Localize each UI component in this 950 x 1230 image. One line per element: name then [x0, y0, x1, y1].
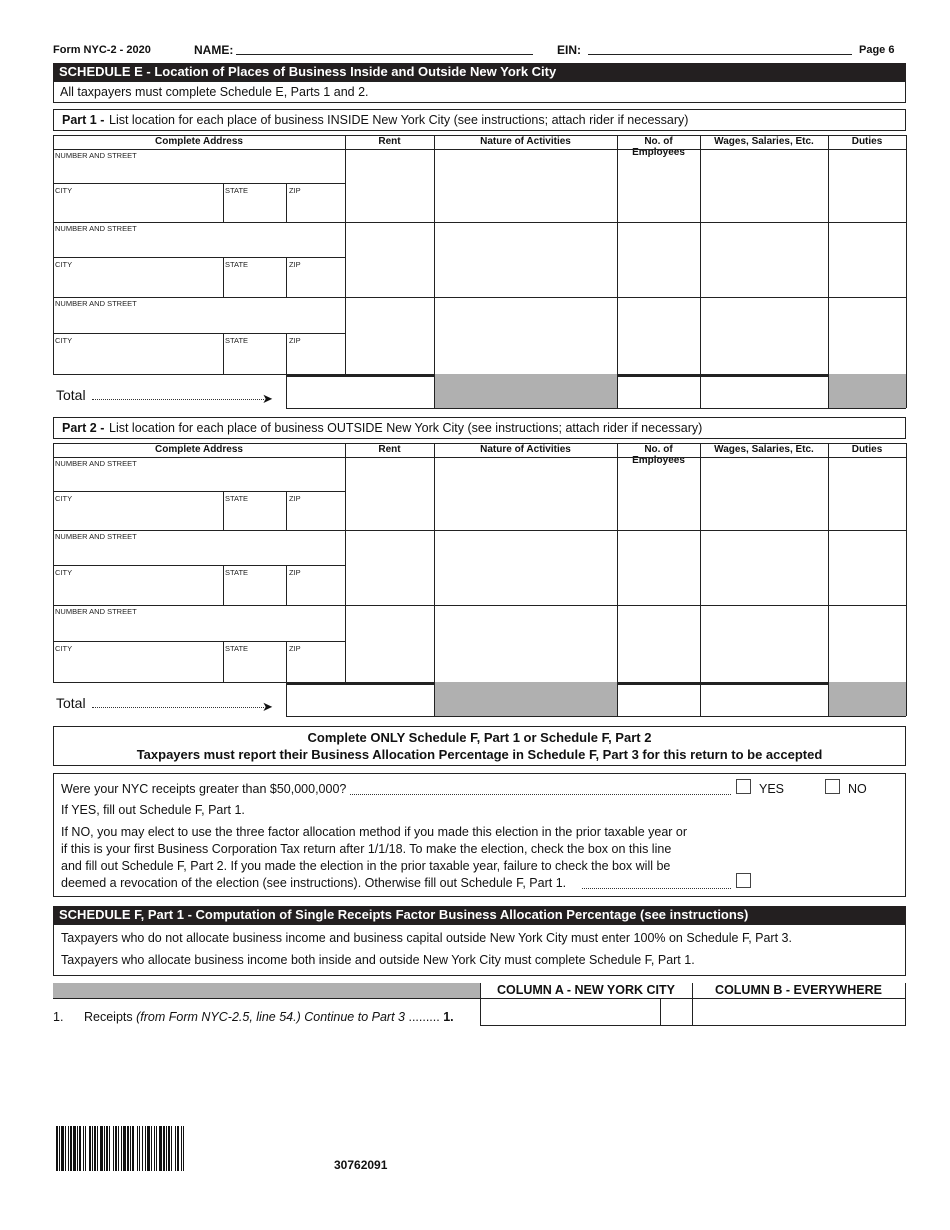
total-leader [92, 399, 264, 400]
zip-input[interactable] [287, 503, 344, 529]
schedule-e-note-box [53, 81, 906, 103]
wages-col-header: Wages, Salaries, Etc. [714, 136, 814, 147]
line1-ref: 1. [443, 1010, 454, 1024]
total-wages-input[interactable] [701, 684, 827, 715]
election-checkbox[interactable] [736, 873, 751, 888]
zip-input[interactable] [287, 345, 344, 373]
street-input[interactable] [54, 616, 344, 640]
street-city-rule [53, 333, 345, 334]
state-input[interactable] [224, 195, 285, 221]
street-label: NUMBER AND STREET [55, 224, 137, 233]
city-label: CITY [55, 336, 73, 345]
line1-label [84, 1010, 454, 1024]
wages-input[interactable] [701, 531, 827, 604]
part2-label: Part 2 - [62, 421, 105, 435]
zip-label: ZIP [289, 568, 301, 577]
address-col-header: Complete Address [155, 444, 243, 455]
question-box [53, 773, 906, 897]
state-input[interactable] [224, 269, 285, 296]
street-input[interactable] [54, 468, 344, 490]
total-gray-duties [828, 682, 906, 716]
state-input[interactable] [224, 577, 285, 604]
schedule-f-notes [53, 924, 906, 976]
if-yes-text: If YES, fill out Schedule F, Part 1. [61, 803, 245, 817]
duties-col-header: Duties [851, 136, 883, 147]
schedule-f-note-2: Taxpayers who allocate business income both inside and outside New York City must complete Schedule F, Part 1. [61, 953, 695, 967]
no-checkbox[interactable] [825, 779, 840, 794]
address-col-header: Complete Address [155, 136, 243, 147]
total-label: Total [56, 387, 86, 403]
line1-cents-rule-a [660, 999, 661, 1025]
total-rent-input[interactable] [287, 376, 433, 407]
street-label: NUMBER AND STREET [55, 532, 137, 541]
total-column-rule [434, 374, 435, 408]
line1-receipts: Receipts [84, 1010, 133, 1024]
city-input[interactable] [54, 653, 222, 681]
total-bottom-rule [286, 716, 906, 717]
no-label: NO [848, 782, 867, 796]
form-code: 30762091 [334, 1158, 388, 1172]
total-column-rule [434, 682, 435, 716]
zip-input[interactable] [287, 269, 344, 296]
total-bottom-rule [286, 408, 906, 409]
page-number: Page 6 [859, 44, 895, 56]
line1-number: 1. [53, 1010, 64, 1024]
state-label: STATE [225, 260, 249, 269]
rent-col-header: Rent [378, 136, 401, 147]
total-column-rule [828, 682, 829, 716]
total-wages-input[interactable] [701, 376, 827, 407]
duties-input[interactable] [829, 606, 905, 681]
duties-input[interactable] [829, 223, 905, 296]
street-city-rule [53, 491, 345, 492]
if-no-line-3: and fill out Schedule F, Part 2. If you made the election in the prior taxable year, failure to check the box will be [61, 859, 671, 873]
employees-input[interactable] [618, 458, 699, 529]
street-city-rule [53, 183, 345, 184]
street-label: NUMBER AND STREET [55, 151, 137, 160]
state-input[interactable] [224, 653, 285, 681]
total-employees-input[interactable] [618, 684, 699, 715]
street-label: NUMBER AND STREET [55, 299, 137, 308]
zip-label: ZIP [289, 336, 301, 345]
rent-input[interactable] [346, 458, 433, 529]
employees-col-header: No. of Employees [632, 444, 685, 466]
zip-label: ZIP [289, 260, 301, 269]
total-gray-duties [828, 374, 906, 408]
city-label: CITY [55, 568, 73, 577]
activities-col-header: Nature of Activities [480, 136, 571, 147]
activities-input[interactable] [435, 531, 616, 604]
barcode [56, 1126, 252, 1171]
line1-column-b-input[interactable] [693, 999, 905, 1024]
duties-input[interactable] [829, 458, 905, 529]
zip-input[interactable] [287, 195, 344, 221]
city-input[interactable] [54, 195, 222, 221]
street-label: NUMBER AND STREET [55, 459, 137, 468]
city-input[interactable] [54, 577, 222, 604]
wages-input[interactable] [701, 223, 827, 296]
wages-input[interactable] [701, 150, 827, 221]
employees-input[interactable] [618, 223, 699, 296]
state-input[interactable] [224, 503, 285, 529]
activities-input[interactable] [435, 298, 616, 373]
ein-label: EIN: [557, 43, 581, 57]
employees-input[interactable] [618, 606, 699, 681]
if-no-line-4: deemed a revocation of the election (see instructions). Otherwise fill out Schedule F, Part 1. [61, 876, 567, 890]
wages-input[interactable] [701, 606, 827, 681]
street-input[interactable] [54, 233, 344, 256]
schedule-f-note-1: Taxpayers who do not allocate business income and business capital outside New York City must enter 100% on Schedule F, Part 3. [61, 931, 792, 945]
state-label: STATE [225, 644, 249, 653]
activities-input[interactable] [435, 223, 616, 296]
employees-input[interactable] [618, 298, 699, 373]
notice-line2: Taxpayers must report their Business Allocation Percentage in Schedule F, Part 3 for this return to be accepted [136, 747, 823, 762]
line1-italic: (from Form NYC-2.5, line 54.) Continue to Part 3 [136, 1010, 405, 1024]
city-label: CITY [55, 186, 73, 195]
zip-label: ZIP [289, 494, 301, 503]
state-input[interactable] [224, 345, 285, 373]
receipts-question: Were your NYC receipts greater than $50,000,000? [61, 782, 347, 796]
part2-text: List location for each place of business OUTSIDE New York City (see instructions; attach rider if necessary) [109, 421, 703, 435]
total-leader [92, 707, 264, 708]
activities-input[interactable] [435, 458, 616, 529]
line1-column-a-input[interactable] [481, 999, 660, 1024]
rent-input[interactable] [346, 150, 433, 221]
activities-input[interactable] [435, 606, 616, 681]
part1-label: Part 1 - [62, 113, 105, 127]
zip-label: ZIP [289, 186, 301, 195]
total-employees-input[interactable] [618, 376, 699, 407]
column-rule [906, 135, 907, 374]
column-a-header: COLUMN A - NEW YORK CITY [496, 983, 675, 997]
rent-col-header: Rent [378, 444, 401, 455]
total-label: Total [56, 695, 86, 711]
duties-input[interactable] [829, 531, 905, 604]
part1-header [53, 109, 906, 131]
part2-header [53, 417, 906, 439]
activities-input[interactable] [435, 150, 616, 221]
state-label: STATE [225, 186, 249, 195]
election-leader [582, 888, 731, 889]
total-column-rule [828, 374, 829, 408]
total-column-rule [906, 682, 907, 716]
activities-col-header: Nature of Activities [480, 444, 571, 455]
name-label: NAME: [194, 43, 234, 57]
street-input[interactable] [54, 541, 344, 564]
yes-label: YES [759, 782, 785, 796]
state-label: STATE [225, 336, 249, 345]
schedule-e-title: SCHEDULE E - Location of Places of Business Inside and Outside New York City [53, 63, 906, 81]
street-label: NUMBER AND STREET [55, 607, 137, 616]
city-label: CITY [55, 494, 73, 503]
total-rent-input[interactable] [287, 684, 433, 715]
line1-dots: ......... [408, 1010, 440, 1024]
wages-input[interactable] [701, 298, 827, 373]
schedule-e-note: All taxpayers must complete Schedule E, Parts 1 and 2. [60, 85, 369, 99]
yes-checkbox[interactable] [736, 779, 751, 794]
employees-input[interactable] [618, 150, 699, 221]
line1-bottom-rule [480, 1025, 906, 1026]
street-city-rule [53, 641, 345, 642]
rent-input[interactable] [346, 531, 433, 604]
question-leader [350, 794, 731, 795]
wages-input[interactable] [701, 458, 827, 529]
col-b-right-rule [905, 983, 906, 1025]
state-label: STATE [225, 568, 249, 577]
zip-input[interactable] [287, 653, 344, 681]
form-id: Form NYC-2 - 2020 [53, 44, 151, 56]
total-gray-activities [434, 682, 617, 716]
arrow-right-icon: ➤ [262, 391, 273, 406]
zip-label: ZIP [289, 644, 301, 653]
column-rule [906, 443, 907, 682]
notice-line1: Complete ONLY Schedule F, Part 1 or Schedule F, Part 2 [307, 730, 652, 745]
total-column-rule [906, 374, 907, 408]
schedule-f-gray-bar [53, 983, 480, 998]
column-b-header: COLUMN B - EVERYWHERE [715, 983, 882, 997]
duties-input[interactable] [829, 298, 905, 373]
state-label: STATE [225, 494, 249, 503]
duties-input[interactable] [829, 150, 905, 221]
street-input[interactable] [54, 160, 344, 182]
street-input[interactable] [54, 308, 344, 332]
name-field[interactable] [236, 54, 533, 55]
duties-col-header: Duties [851, 444, 883, 455]
street-city-rule [53, 565, 345, 566]
city-label: CITY [55, 260, 73, 269]
schedule-f-title: SCHEDULE F, Part 1 - Computation of Single Receipts Factor Business Allocation Percentage (see instructions) [53, 906, 906, 924]
if-no-line-1: If NO, you may elect to use the three factor allocation method if you made this election in the prior taxable year or [61, 825, 688, 839]
notice-box [53, 726, 906, 766]
part1-text: List location for each place of business INSIDE New York City (see instructions; attach rider if necessary) [109, 113, 689, 127]
street-city-rule [53, 257, 345, 258]
wages-col-header: Wages, Salaries, Etc. [714, 444, 814, 455]
zip-input[interactable] [287, 577, 344, 604]
rent-input[interactable] [346, 606, 433, 681]
employees-input[interactable] [618, 531, 699, 604]
city-label: CITY [55, 644, 73, 653]
city-input[interactable] [54, 503, 222, 529]
city-input[interactable] [54, 269, 222, 296]
employees-col-header: No. of Employees [632, 136, 685, 158]
if-no-line-2: if this is your first Business Corporation Tax return after 1/1/18. To make the election, check the box on this line [61, 842, 672, 856]
rent-input[interactable] [346, 298, 433, 373]
arrow-right-icon: ➤ [262, 699, 273, 714]
rent-input[interactable] [346, 223, 433, 296]
total-gray-activities [434, 374, 617, 408]
ein-field[interactable] [588, 54, 852, 55]
city-input[interactable] [54, 345, 222, 373]
